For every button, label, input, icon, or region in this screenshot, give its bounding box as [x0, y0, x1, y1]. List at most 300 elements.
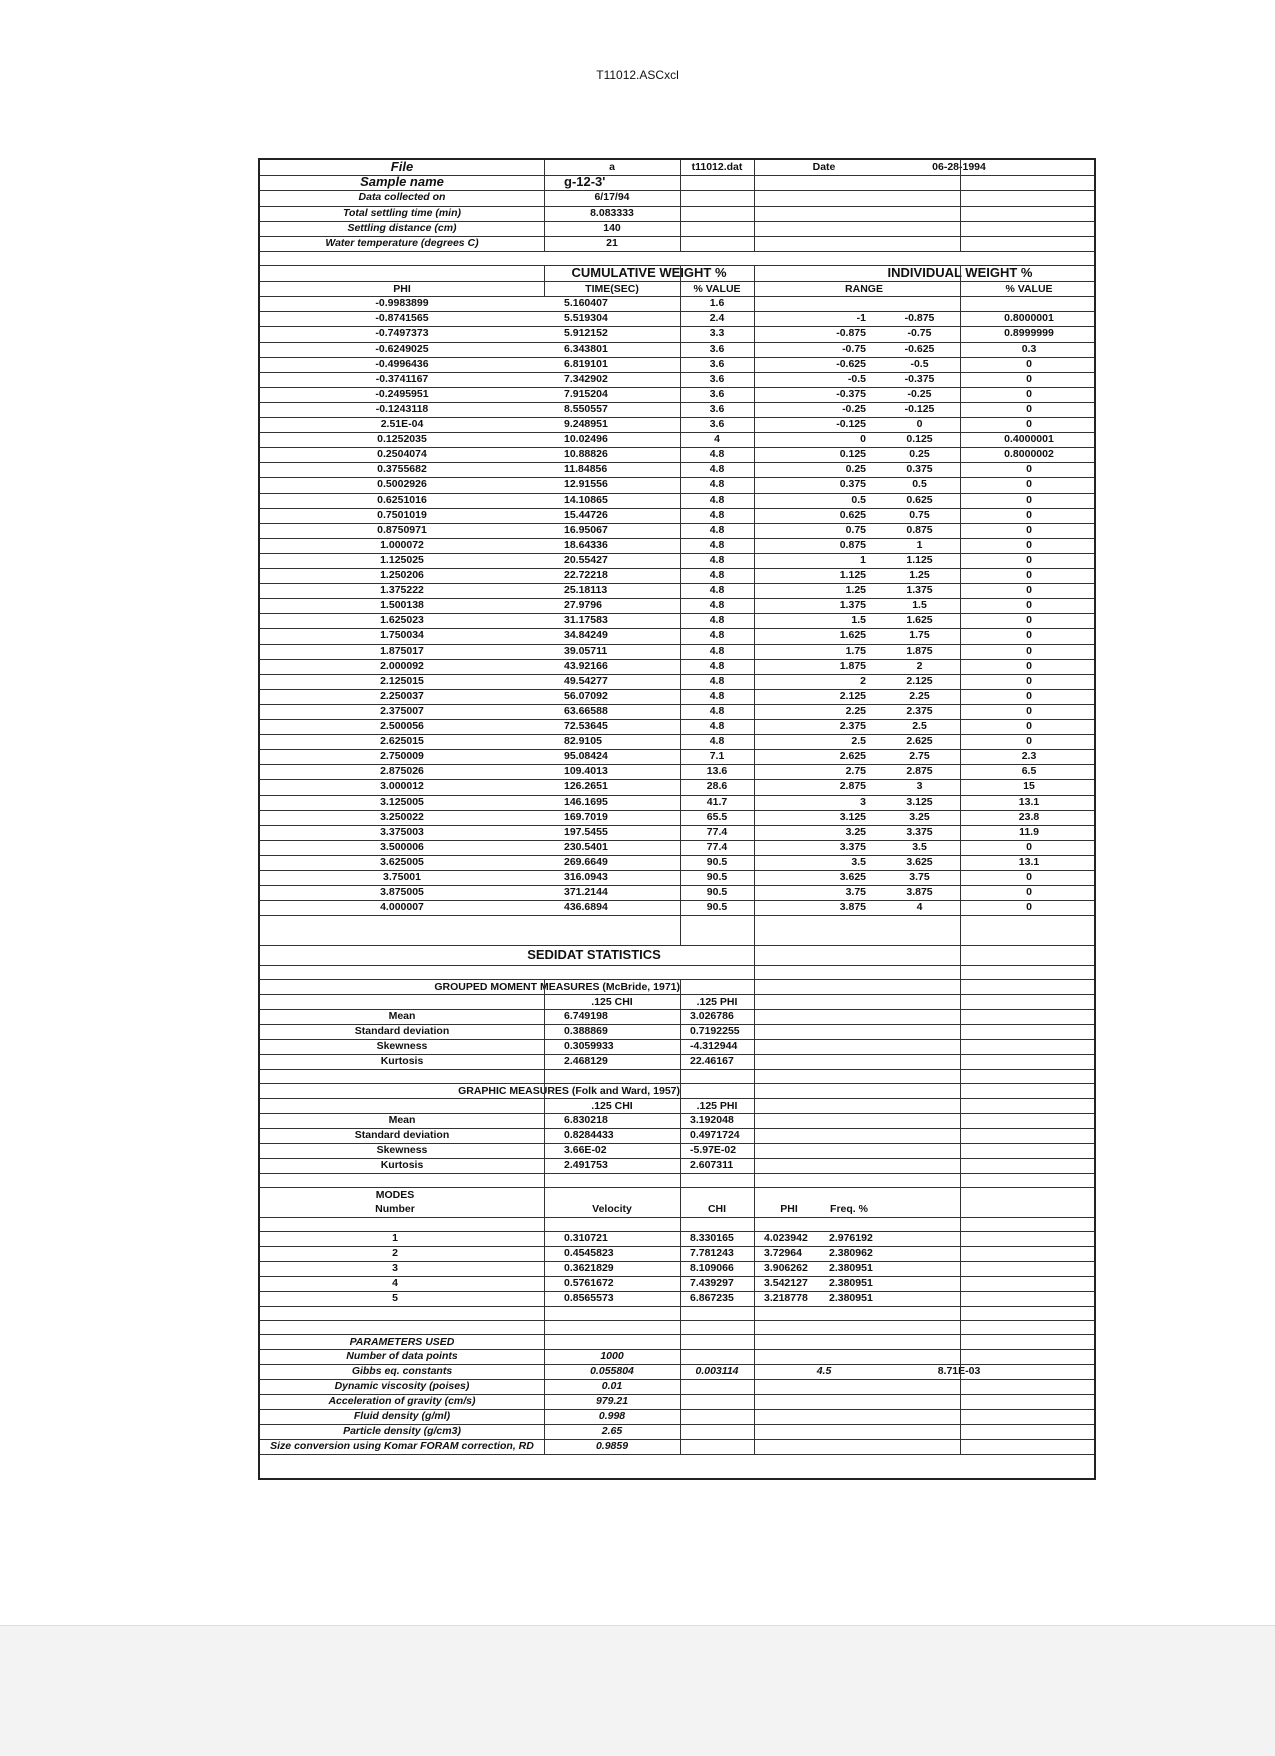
param-label: Acceleration of gravity (cm/s): [328, 1395, 476, 1408]
value-cell: 4.8: [709, 584, 725, 597]
value-cell: 41.7: [706, 795, 728, 808]
time-cell: 14.10865: [564, 493, 608, 506]
moment-chi: 0.388869: [564, 1025, 608, 1038]
range-end-cell: 0.25: [909, 448, 930, 461]
range-end-cell: 1.25: [909, 569, 930, 581]
time-cell: 6.819101: [564, 357, 608, 370]
col-value: % VALUE: [693, 283, 741, 296]
range-end-cell: 1.5: [912, 599, 927, 612]
moment-label: Kurtosis: [380, 1055, 424, 1068]
column-rule: [680, 265, 681, 945]
range-start-cell: 0.75: [845, 523, 866, 536]
phi-cell: 1.125025: [380, 553, 424, 566]
mode-freq: 2.380951: [829, 1262, 873, 1275]
ind-value-cell: 0: [1026, 901, 1032, 914]
range-end-cell: 1.375: [906, 584, 933, 597]
phi-cell: 1.000072: [380, 538, 424, 551]
value-cell: 3.6: [709, 357, 725, 370]
moment-phi: 22.46167: [690, 1055, 734, 1068]
phi-cell: 2.51E-04: [380, 418, 424, 430]
time-cell: 82.9105: [564, 735, 602, 748]
range-start-cell: -0.125: [836, 418, 866, 430]
range-start-cell: 0.25: [845, 463, 866, 476]
ind-value-cell: 0: [1026, 463, 1032, 476]
col-phi: PHI: [393, 283, 411, 296]
ind-value-cell: 0: [1026, 674, 1032, 687]
range-end-cell: 2.625: [906, 735, 933, 748]
moment-col-phi: .125 PHI: [696, 996, 738, 1009]
phi-cell: 0.7501019: [377, 508, 427, 521]
date-value: 06-28-1994: [932, 161, 986, 173]
range-start-cell: 2.5: [851, 735, 866, 748]
range-end-cell: 1.625: [906, 614, 933, 627]
header-label: Water temperature (degrees C): [325, 237, 479, 249]
time-cell: 10.02496: [564, 433, 608, 446]
column-rule: [754, 160, 755, 251]
range-end-cell: -0.125: [904, 402, 935, 415]
time-cell: 7.915204: [564, 387, 608, 400]
value-cell: 4.8: [709, 553, 725, 566]
value-cell: 28.6: [706, 780, 728, 793]
phi-cell: 0.3755682: [377, 463, 427, 476]
col-ind-value: % VALUE: [1005, 283, 1053, 296]
modes-col-velocity: Velocity: [592, 1203, 632, 1216]
phi-cell: 0.6251016: [377, 493, 427, 506]
row-rule: [260, 251, 1094, 252]
ind-value-cell: 0: [1026, 599, 1032, 612]
column-rule: [544, 979, 545, 1454]
time-cell: 9.248951: [564, 418, 608, 430]
moment-col-chi: .125 CHI: [591, 996, 633, 1009]
param-value: 979.21: [595, 1395, 629, 1408]
time-cell: 126.2651: [564, 780, 608, 793]
ind-value-cell: 0: [1026, 402, 1032, 415]
time-cell: 31.17583: [564, 614, 608, 627]
graphic-phi: 3.192048: [690, 1114, 734, 1127]
individual-title: INDIVIDUAL WEIGHT %: [887, 265, 1033, 281]
param-value: 0.998: [598, 1410, 626, 1423]
mode-freq: 2.380951: [829, 1292, 873, 1305]
time-cell: 169.7019: [564, 810, 608, 823]
phi-cell: 1.500138: [380, 599, 424, 612]
ind-value-cell: 0: [1026, 538, 1032, 551]
value-cell: 4.8: [709, 644, 725, 657]
cumulative-title: CUMULATIVE WEIGHT %: [571, 265, 727, 281]
mode-freq: 2.380962: [829, 1247, 873, 1260]
mode-velocity: 0.4545823: [564, 1247, 614, 1260]
value-cell: 4.8: [709, 689, 725, 702]
ind-value-cell: 0: [1026, 418, 1032, 430]
phi-cell: 3.375003: [380, 825, 424, 838]
range-start-cell: -1: [856, 312, 866, 325]
value-cell: 4.8: [709, 508, 725, 521]
ind-value-cell: 2.3: [1021, 750, 1037, 763]
time-cell: 22.72218: [564, 569, 608, 581]
column-rule: [680, 160, 681, 251]
range-start-cell: 0: [860, 433, 866, 446]
range-start-cell: 0.375: [839, 478, 866, 491]
phi-cell: 3.875005: [380, 886, 424, 899]
phi-cell: 0.8750971: [377, 523, 427, 536]
value-cell: 4.8: [709, 523, 725, 536]
mode-number: 3: [392, 1262, 398, 1275]
ind-value-cell: 6.5: [1021, 765, 1037, 778]
graphic-chi: 2.491753: [564, 1159, 608, 1172]
phi-cell: 3.250022: [380, 810, 424, 823]
range-start-cell: 1.25: [845, 584, 866, 597]
range-start-cell: 3.75: [845, 886, 866, 899]
phi-cell: -0.7497373: [375, 327, 429, 340]
row-rule: [260, 1217, 1094, 1218]
time-cell: 18.64336: [564, 538, 608, 551]
time-cell: 27.9796: [564, 599, 602, 612]
ind-value-cell: 0: [1026, 478, 1032, 491]
range-start-cell: 2.125: [839, 689, 866, 702]
value-cell: 3.3: [709, 327, 725, 340]
range-start-cell: 3.375: [839, 840, 866, 853]
graphic-phi: -5.97E-02: [690, 1144, 737, 1157]
graphic-col-phi: .125 PHI: [696, 1100, 738, 1113]
modes-title: MODES: [375, 1189, 415, 1202]
time-cell: 16.95067: [564, 523, 608, 536]
phi-cell: 2.625015: [380, 735, 424, 748]
graphic-col-chi: .125 CHI: [591, 1100, 633, 1113]
param-label: Size conversion using Komar FORAM correction, RD: [270, 1440, 534, 1453]
graphic-chi: 0.8284433: [564, 1129, 614, 1142]
modes-col-chi: CHI: [707, 1203, 727, 1216]
time-cell: 5.160407: [564, 297, 608, 310]
moment-chi: 0.3059933: [564, 1040, 614, 1053]
range-end-cell: 3.125: [906, 795, 933, 808]
value-cell: 90.5: [706, 901, 728, 914]
moment-title: GROUPED MOMENT MEASURES (McBride, 1971): [434, 981, 680, 994]
value-cell: 4.8: [709, 569, 725, 581]
value-cell: 4.8: [709, 478, 725, 491]
range-start-cell: 3.125: [839, 810, 866, 823]
value-cell: 3.6: [709, 387, 725, 400]
param-value: 2.65: [601, 1425, 623, 1438]
phi-cell: 1.875017: [380, 644, 424, 657]
time-cell: 146.1695: [564, 795, 608, 808]
value-cell: 4.8: [709, 704, 725, 717]
param-value-3: 4.5: [816, 1365, 832, 1378]
mode-phi: 3.542127: [764, 1277, 808, 1290]
param-label: Dynamic viscosity (poises): [334, 1380, 470, 1393]
range-start-cell: 1.875: [839, 659, 866, 672]
phi-cell: 1.250206: [380, 569, 424, 581]
range-end-cell: 0: [916, 418, 923, 430]
value-cell: 4.8: [709, 720, 725, 732]
phi-cell: -0.2495951: [375, 387, 429, 400]
value-cell: 3.6: [709, 372, 725, 385]
range-end-cell: 3.75: [909, 871, 930, 883]
value-cell: 4.8: [709, 629, 725, 642]
range-start-cell: 3: [860, 795, 866, 808]
mode-velocity: 0.5761672: [564, 1277, 614, 1290]
param-value: 0.9859: [595, 1440, 629, 1453]
phi-cell: 2.250037: [380, 689, 424, 702]
mode-velocity: 0.8565573: [564, 1292, 614, 1305]
row-rule: [260, 965, 1094, 966]
row-rule: [260, 1320, 1094, 1321]
value-cell: 4.8: [709, 538, 725, 551]
range-end-cell: 4: [916, 901, 923, 914]
range-end-cell: 3.875: [906, 886, 933, 899]
column-rule: [544, 160, 545, 251]
time-cell: 5.912152: [564, 327, 608, 340]
param-label: Number of data points: [346, 1350, 458, 1363]
modes-col-freq: Freq. %: [830, 1203, 868, 1216]
row-rule: [260, 915, 1094, 916]
mode-number: 5: [392, 1292, 398, 1305]
row-rule: [260, 1069, 1094, 1070]
time-cell: 197.5455: [564, 825, 608, 838]
moment-chi: 2.468129: [564, 1055, 608, 1068]
value-cell: 4.8: [709, 493, 725, 506]
range-end-cell: -0.5: [910, 357, 929, 370]
header-value: g-12-3': [564, 174, 606, 190]
date-label: Date: [812, 161, 836, 173]
moment-phi: -4.312944: [690, 1040, 738, 1053]
range-start-cell: 0.125: [839, 448, 866, 461]
mode-number: 4: [392, 1277, 398, 1290]
mode-number: 1: [392, 1232, 398, 1245]
ind-value-cell: 15: [1023, 780, 1035, 793]
ind-value-cell: 0: [1026, 644, 1032, 657]
phi-cell: 0.2504074: [377, 448, 427, 461]
column-rule: [544, 265, 545, 296]
range-start-cell: -0.375: [836, 387, 866, 400]
header-label: File: [390, 159, 414, 174]
ind-value-cell: 0.8999999: [1004, 327, 1054, 340]
range-start-cell: -0.625: [836, 357, 866, 370]
range-end-cell: 3.5: [912, 840, 927, 853]
param-value: 1000: [600, 1350, 624, 1363]
phi-cell: 1.375222: [380, 584, 424, 597]
ind-value-cell: 23.8: [1018, 810, 1040, 823]
row-rule: [260, 1173, 1094, 1174]
time-cell: 49.54277: [564, 674, 608, 687]
ind-value-cell: 0.3: [1021, 342, 1037, 355]
col-range: RANGE: [845, 283, 883, 296]
ind-value-cell: 0: [1026, 387, 1032, 400]
range-end-cell: -0.375: [904, 372, 935, 385]
value-cell: 4.8: [709, 599, 725, 612]
phi-cell: -0.3741167: [375, 372, 429, 385]
row-rule: [260, 1306, 1094, 1307]
moment-label: Standard deviation: [354, 1025, 450, 1038]
value-cell: 77.4: [706, 840, 728, 853]
param-value: 0.01: [601, 1380, 623, 1393]
data-sheet: [258, 158, 1096, 1480]
time-cell: 10.88826: [564, 448, 608, 461]
mode-chi: 7.439297: [690, 1277, 734, 1290]
graphic-label: Kurtosis: [380, 1159, 424, 1172]
row-rule: [260, 1454, 1094, 1455]
mode-number: 2: [392, 1247, 398, 1260]
column-rule: [754, 265, 755, 945]
range-end-cell: -0.875: [904, 312, 935, 325]
range-start-cell: 1.5: [851, 614, 866, 627]
graphic-chi: 6.830218: [564, 1114, 608, 1127]
range-end-cell: 2.375: [906, 704, 933, 717]
header-label: Sample name: [360, 174, 444, 190]
ind-value-cell: 0: [1026, 553, 1032, 566]
time-cell: 12.91556: [564, 478, 608, 491]
mode-velocity: 0.3621829: [564, 1262, 614, 1275]
modes-col-number: Number: [375, 1203, 415, 1216]
ind-value-cell: 0: [1026, 569, 1032, 581]
phi-cell: 0.5002926: [377, 478, 427, 491]
range-end-cell: 0.125: [906, 433, 933, 446]
range-end-cell: 1.125: [906, 553, 933, 566]
phi-cell: 3.000012: [380, 780, 424, 793]
ind-value-cell: 0: [1026, 614, 1032, 627]
ind-value-cell: 0: [1026, 886, 1032, 899]
range-end-cell: 0.375: [906, 463, 933, 476]
value-cell: 90.5: [706, 871, 728, 883]
time-cell: 5.519304: [564, 312, 608, 325]
range-end-cell: 2.125: [906, 674, 933, 687]
range-start-cell: -0.25: [842, 402, 866, 415]
moment-label: Skewness: [376, 1040, 428, 1053]
range-end-cell: -0.25: [907, 387, 932, 400]
range-start-cell: 3.625: [839, 871, 866, 883]
moment-chi: 6.749198: [564, 1010, 608, 1023]
scan-background: [0, 1625, 1275, 1756]
ind-value-cell: 13.1: [1018, 855, 1040, 868]
phi-cell: -0.1243118: [375, 402, 429, 415]
mode-chi: 6.867235: [690, 1292, 734, 1305]
range-start-cell: 1.125: [839, 569, 866, 581]
range-end-cell: 0.75: [909, 508, 930, 521]
header-value: 8.083333: [590, 206, 634, 219]
ind-value-cell: 0: [1026, 584, 1032, 597]
header-value: 21: [606, 237, 618, 249]
range-end-cell: -0.75: [907, 327, 932, 340]
header-value: 140: [603, 221, 621, 234]
range-end-cell: 2.25: [909, 689, 930, 702]
mode-freq: 2.976192: [829, 1232, 873, 1245]
range-start-cell: 2.875: [839, 780, 866, 793]
phi-cell: 1.750034: [380, 629, 424, 642]
phi-cell: 2.500056: [380, 720, 424, 732]
phi-cell: 2.875026: [380, 765, 424, 778]
value-cell: 2.4: [709, 312, 725, 325]
range-end-cell: 3: [916, 780, 923, 793]
time-cell: 11.84856: [564, 463, 608, 476]
range-start-cell: 2.75: [845, 765, 866, 778]
range-start-cell: 1: [860, 553, 866, 566]
graphic-label: Standard deviation: [354, 1129, 450, 1142]
mode-chi: 7.781243: [690, 1247, 734, 1260]
ind-value-cell: 11.9: [1019, 825, 1039, 838]
mode-phi: 3.906262: [764, 1262, 808, 1275]
header-label: Settling distance (cm): [347, 221, 457, 234]
value-cell: 4.8: [709, 674, 725, 687]
graphic-label: Mean: [388, 1114, 416, 1127]
phi-cell: -0.8741565: [375, 312, 429, 325]
time-cell: 25.18113: [564, 584, 608, 597]
moment-label: Mean: [388, 1010, 416, 1023]
graphic-phi: 0.4971724: [690, 1129, 740, 1142]
moment-phi: 0.7192255: [690, 1025, 740, 1038]
value-cell: 4: [714, 433, 720, 446]
ind-value-cell: 0: [1026, 493, 1032, 506]
value-cell: 3.6: [709, 418, 725, 430]
range-start-cell: 1.375: [839, 599, 866, 612]
graphic-title: GRAPHIC MEASURES (Folk and Ward, 1957): [458, 1085, 680, 1098]
ind-value-cell: 0: [1026, 629, 1032, 642]
range-start-cell: 1.625: [839, 629, 866, 642]
time-cell: 15.44726: [564, 508, 608, 521]
time-cell: 230.5401: [564, 840, 608, 853]
value-cell: 4.8: [709, 463, 725, 476]
range-start-cell: -0.5: [847, 372, 866, 385]
time-cell: 72.53645: [564, 720, 608, 732]
phi-cell: 4.000007: [380, 901, 424, 914]
ind-value-cell: 0: [1026, 357, 1032, 370]
range-start-cell: -0.875: [836, 327, 866, 340]
range-end-cell: 0.875: [906, 523, 933, 536]
phi-cell: -0.4996436: [375, 357, 429, 370]
ind-value-cell: 0: [1026, 871, 1032, 883]
value-cell: 3.6: [709, 402, 725, 415]
range-end-cell: 3.25: [909, 810, 930, 823]
ind-value-cell: 0.4000001: [1004, 433, 1054, 446]
phi-cell: 3.75001: [383, 871, 421, 883]
time-cell: 43.92166: [564, 659, 608, 672]
range-end-cell: 0.5: [912, 478, 927, 491]
time-cell: 63.66588: [564, 704, 608, 717]
ind-value-cell: 0: [1026, 689, 1032, 702]
range-end-cell: 1.75: [909, 629, 930, 642]
phi-cell: -0.6249025: [375, 342, 429, 355]
header-value: a: [609, 161, 615, 173]
value-cell: 90.5: [706, 855, 728, 868]
mode-velocity: 0.310721: [564, 1232, 608, 1245]
ind-value-cell: 0.8000002: [1004, 448, 1054, 461]
time-cell: 316.0943: [564, 871, 608, 883]
value-cell: 90.5: [706, 886, 728, 899]
param-label: Gibbs eq. constants: [351, 1365, 453, 1378]
phi-cell: 2.375007: [380, 704, 424, 717]
modes-col-phi: PHI: [780, 1203, 798, 1216]
range-end-cell: 2.875: [906, 765, 933, 778]
range-end-cell: 3.375: [906, 825, 933, 838]
graphic-chi: 3.66E-02: [564, 1144, 607, 1157]
ind-value-cell: 13.1: [1018, 795, 1040, 808]
phi-cell: 3.500006: [380, 840, 424, 853]
time-cell: 109.4013: [564, 765, 608, 778]
phi-cell: 2.000092: [380, 659, 424, 672]
mode-chi: 8.330165: [690, 1232, 734, 1245]
param-value: 0.055804: [590, 1365, 634, 1378]
page-title: T11012.ASCxcl: [596, 68, 679, 82]
range-end-cell: 1.875: [906, 644, 933, 657]
value-cell: 65.5: [706, 810, 728, 823]
time-cell: 8.550557: [564, 402, 608, 415]
range-start-cell: 3.875: [839, 901, 866, 914]
value-cell: 3.6: [709, 342, 725, 355]
time-cell: 56.07092: [564, 689, 608, 702]
ind-value-cell: 0: [1026, 720, 1032, 732]
column-rule: [960, 265, 961, 945]
mode-phi: 3.72964: [764, 1247, 802, 1260]
column-rule: [960, 945, 961, 1454]
param-label: Fluid density (g/ml): [353, 1410, 451, 1423]
phi-cell: 0.1252035: [377, 433, 427, 446]
